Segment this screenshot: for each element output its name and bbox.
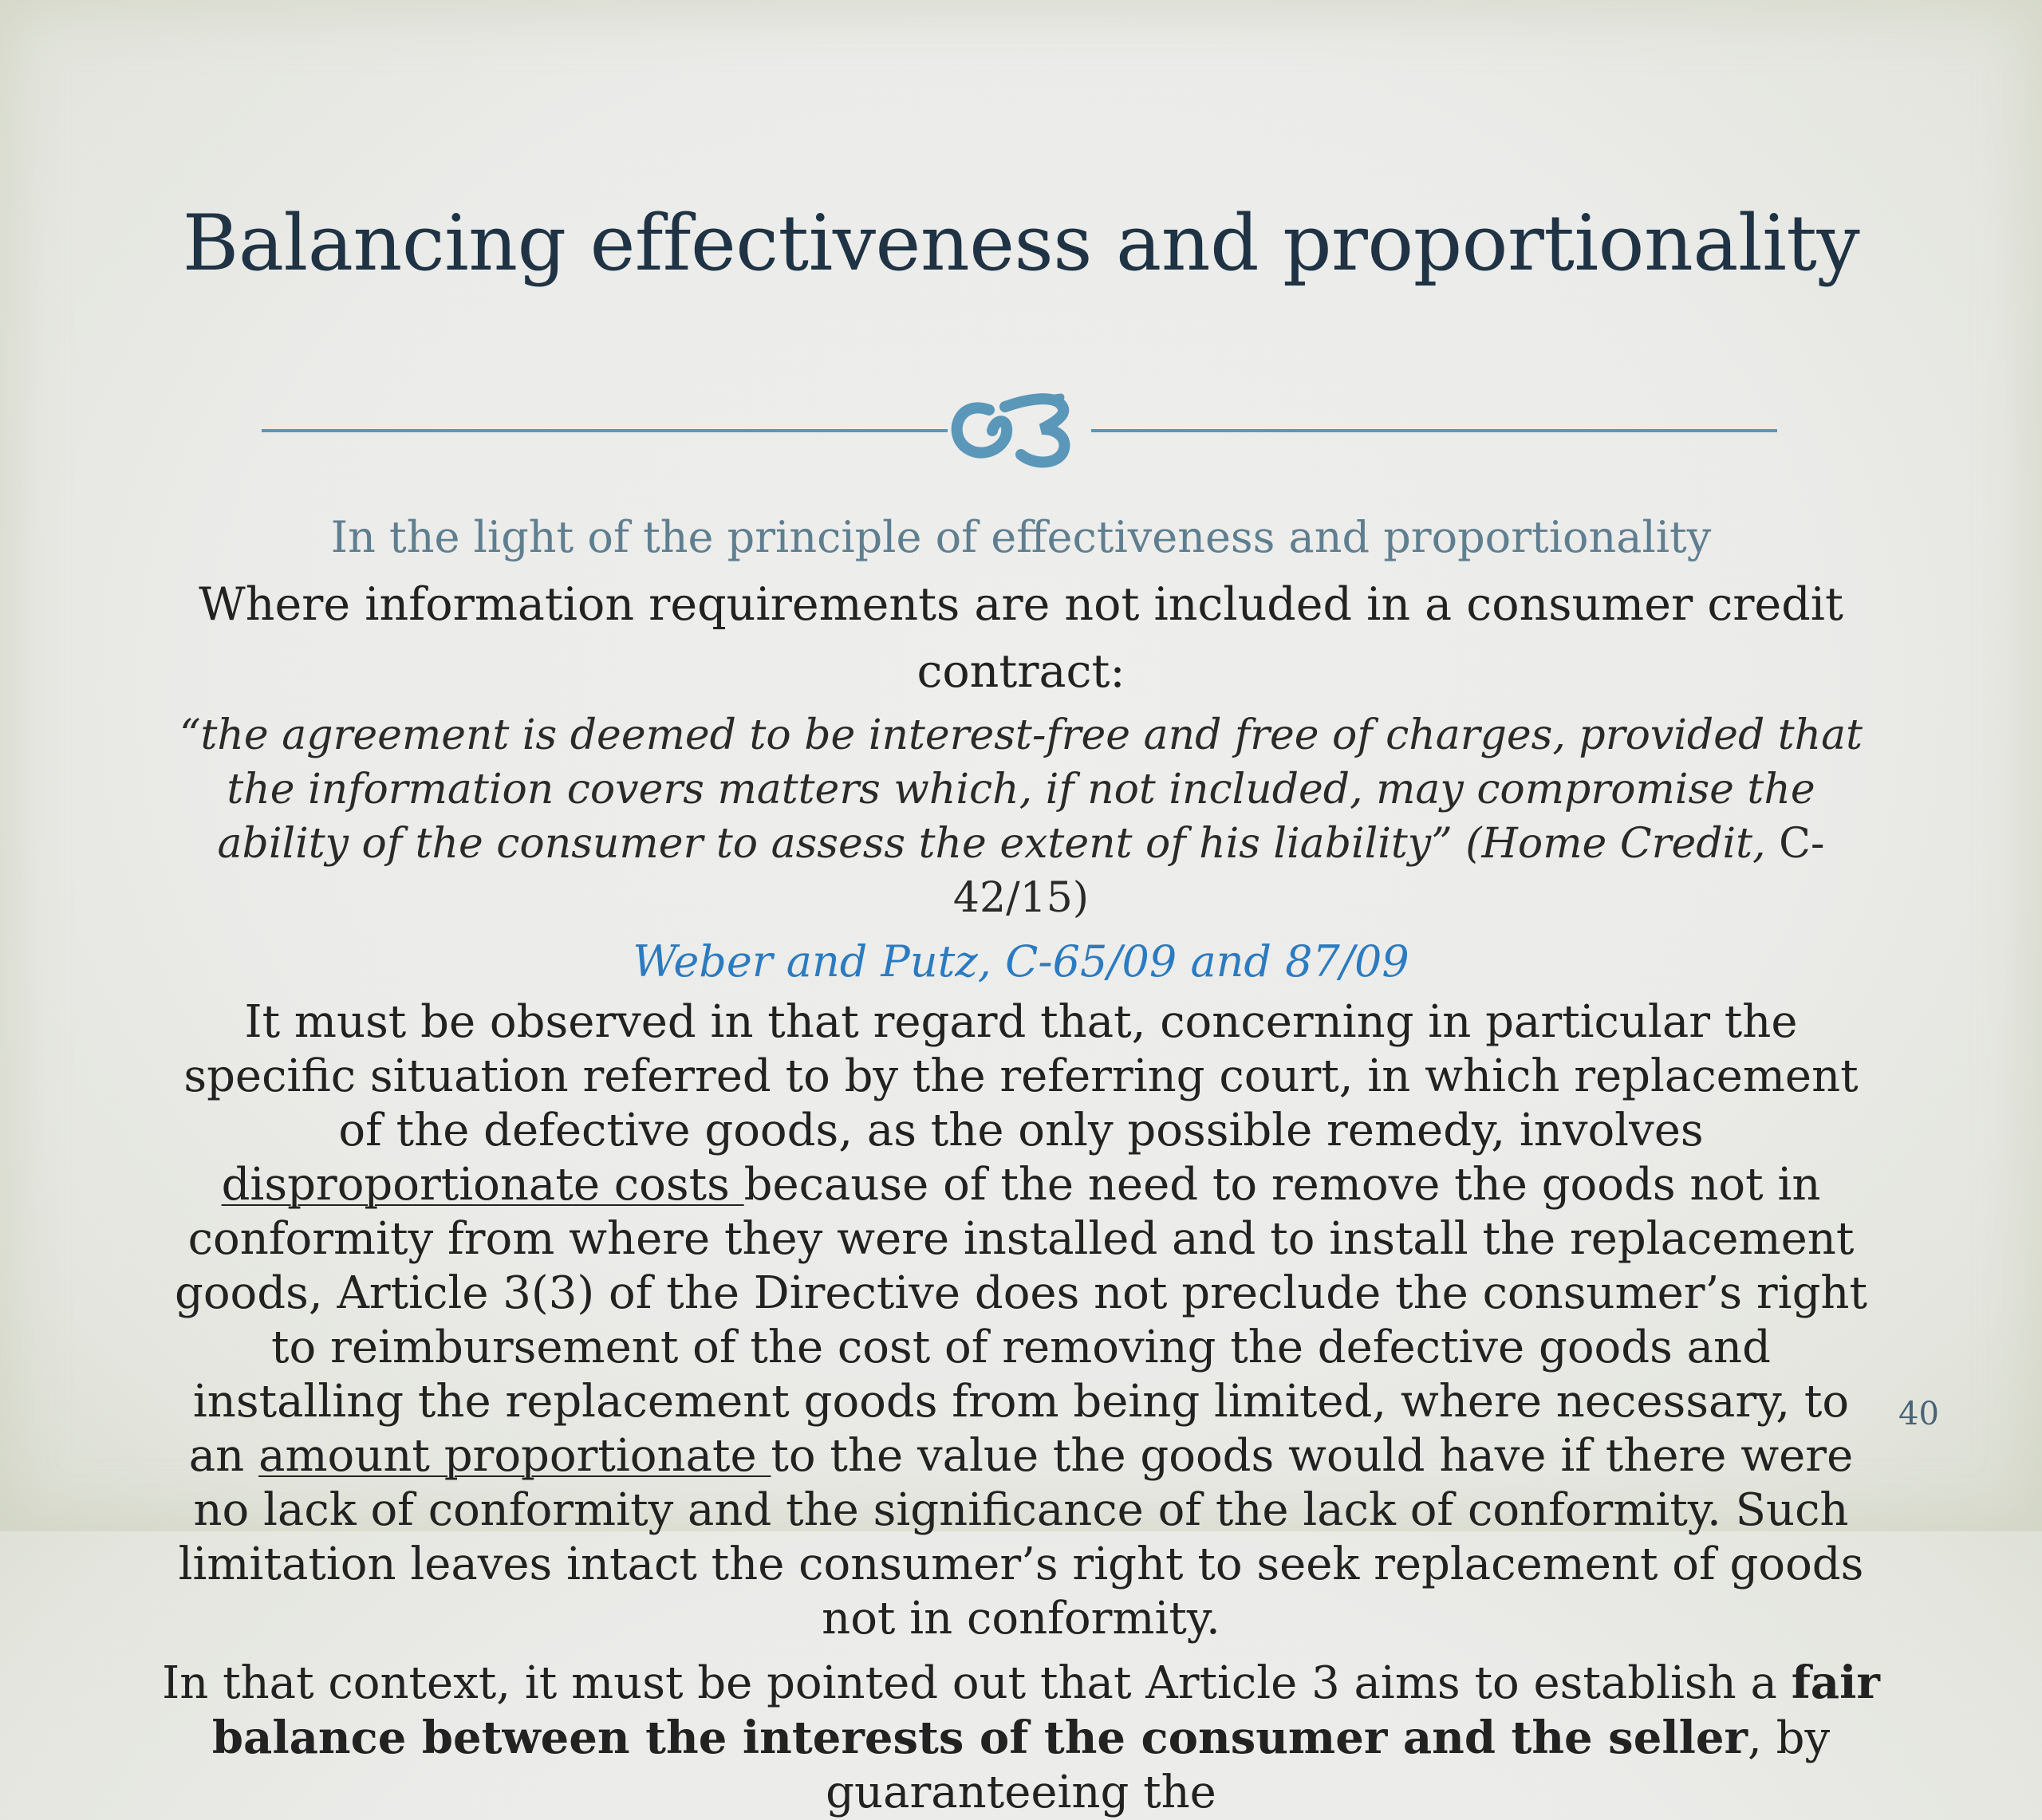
second-paragraph	[160, 1656, 1882, 1820]
ornament-swash-icon	[957, 397, 1065, 463]
bold-phrase: fair balance between the interests of the consumer and the seller	[211, 1657, 1880, 1764]
paragraph-text: In that context, it must be pointed out that Article 3 aims to establish a	[162, 1657, 1792, 1709]
paragraph-text: to the value the goods would have if there were no lack of conformity and the significance of the lack of conformity. Such limitation leaves intact the consumer’s right to seek replacement of goods not in conformity.	[178, 1430, 1864, 1645]
section-subtitle: In the light of the principle of effectiveness and proportionality	[330, 512, 1712, 562]
slide-content	[160, 504, 1882, 1820]
main-paragraph	[160, 995, 1882, 1646]
quote-text: “the agreement is deemed to be interest-free and free of charges, provided that the information covers matters which, if not included, may compromise the ability of the consumer to assess the extent of his liability”	[179, 711, 1863, 868]
paragraph-text: It must be observed in that regard that, concerning in particular the specific situation referred to by the referring court, in which replacement of the defective goods, as the only possible remedy, involves	[183, 996, 1859, 1156]
quote-case-number: C- 42/15)	[952, 820, 1825, 922]
paragraph-text: because of the need to remove the goods not in conformity from where they were installed and to install the replacement goods, Article 3(3) of the Directive does not preclude the consumer’s right to reimbursement of the cost of removing the defective goods and installing the replacement goods from being limited, where necessary, to an	[174, 1159, 1867, 1482]
case-quote	[160, 708, 1882, 925]
case-reference-link[interactable]: Weber and Putz, C-65/09 and 87/09	[633, 936, 1409, 987]
intro-text: Where information requirements are not included in a consumer credit contract:	[199, 578, 1843, 698]
page-number: 40	[1898, 1396, 1939, 1432]
underlined-phrase-amount: amount proportionate	[258, 1430, 771, 1482]
quote-case-name: (Home Credit,	[1452, 820, 1766, 868]
slide-title: Balancing effectiveness and proportionality	[182, 199, 1860, 288]
paragraph-text: , by guaranteeing the	[826, 1712, 1831, 1818]
underlined-phrase-costs: disproportionate costs	[221, 1159, 744, 1211]
divider	[262, 383, 1777, 479]
